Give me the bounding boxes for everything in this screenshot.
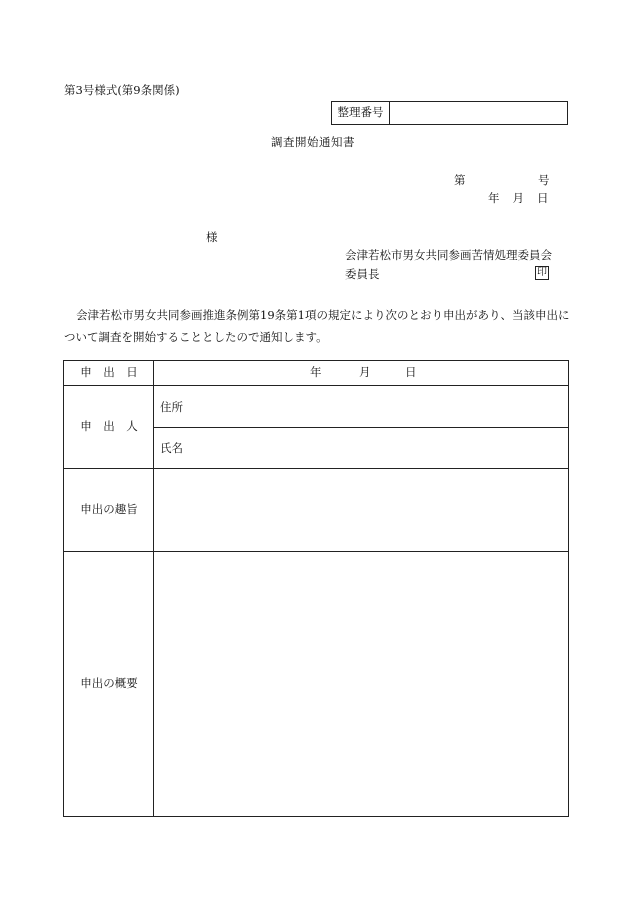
table-row-summary-label: 申出の概要 (80, 676, 138, 691)
applicant-address-label: 住所 (160, 400, 183, 414)
issue-date-year: 年 (488, 191, 500, 205)
serial-number-field[interactable] (390, 102, 567, 124)
table-row-date-year: 年 (310, 365, 322, 379)
serial-number-label: 整理番号 (332, 102, 390, 124)
applicant-name-label: 氏名 (160, 441, 183, 455)
document-title: 調査開始通知書 (271, 135, 355, 149)
table-row-purpose-label: 申出の趣旨 (80, 502, 138, 517)
issue-date (488, 193, 549, 205)
table-row-date-month: 月 (359, 365, 371, 379)
seal-mark: 印 (537, 267, 547, 278)
body-paragraph: 会津若松市男女共同参画推進条例第19条第1項の規定により次のとおり申出があり、当該申出について調査を開始することとしたので通知します。 (64, 308, 570, 344)
addressee-suffix: 様 (206, 230, 218, 244)
doc-number-prefix: 第 (454, 173, 466, 187)
sender-organization: 会津若松市男女共同参画苦情処理委員会 (345, 248, 552, 262)
sender-title: 委員長 (345, 267, 380, 281)
issue-date-day: 日 (537, 191, 549, 205)
table-row-date-day: 日 (405, 365, 417, 379)
doc-number-suffix: 号 (538, 173, 550, 187)
application-table (63, 360, 569, 817)
table-row-applicant-label: 申 出 人 (80, 419, 138, 434)
serial-number-box (331, 101, 568, 125)
table-row-date-label: 申 出 日 (80, 365, 138, 380)
form-number: 第3号様式(第9条関係) (64, 83, 180, 97)
table-divider (154, 427, 568, 428)
issue-date-month: 月 (512, 191, 524, 205)
